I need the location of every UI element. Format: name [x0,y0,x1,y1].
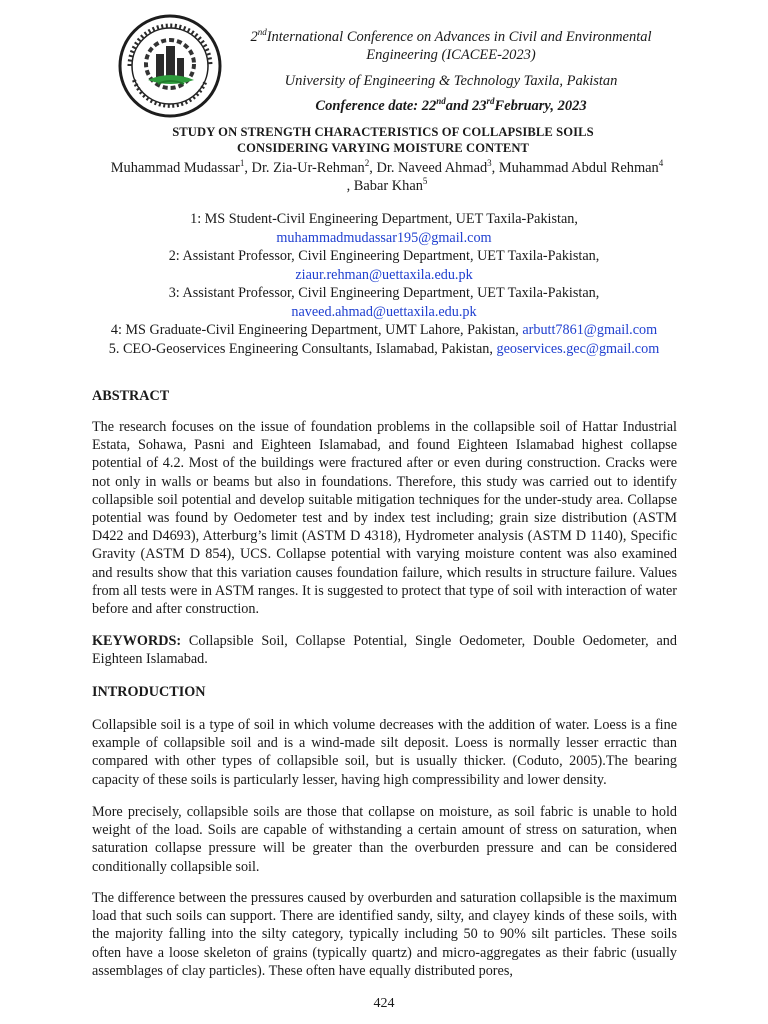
affiliation-text: 2: Assistant Professor, Civil Engineering Department, UET Taxila-Pakistan, [168,248,600,264]
author-sup: 4 [658,158,664,169]
affiliation-text: 5. CEO-Geoservices Engineering Consultants, Islamabad, Pakistan, [108,340,493,357]
author-sep: , [491,160,499,176]
date-mid: and 23 [445,98,487,114]
conference-logo [118,14,222,118]
intro-paragraph-3: The difference between the pressures caused by overburden and saturation collapsible is the maximum load that such soils can support. There are identified sandy, silty, and clayey kinds of these soils, with the majority falling into the silty category, typically including 50 to 90% silt particles. These soils often have a loose skeleton of grains (typically quartz) and micro-aggregates as their fabric (usually assemblages of clay particles). These often have equally distributed pores, [92,890,677,979]
author-sep: , [369,160,377,176]
intro-paragraph-2: More precisely, collapsible soils are those that collapse on moisture, as soil fabric is unable to hold weight of the load. Soils are capable of withstanding a certain amount of stress on saturation, when saturation collapse pressure will be greater than the overburden pressure and can be considered conditionally collapsible soil. [92,804,677,875]
title-line2: CONSIDERING VARYING MOISTURE CONTENT [236,141,530,155]
author-name: Dr. Zia-Ur-Rehman [251,160,365,176]
affiliation-email-link[interactable]: arbutt7861@gmail.com [522,322,658,338]
date-sup2: rd [486,96,495,107]
keywords-paragraph [92,632,677,668]
affiliation-list [84,210,684,358]
date-prefix: Conference date: 22 [315,98,437,114]
conference-ordinal-sup: nd [257,27,267,38]
title-line1: STUDY ON STRENGTH CHARACTERISTICS OF COLLAPSIBLE SOILS [172,125,594,139]
conference-line1: International Conference on Advances in Civil and Environmental [266,29,652,45]
affiliation-email-link[interactable]: muhammadmudassar195@gmail.com [276,229,492,246]
affiliation-email-link[interactable]: naveed.ahmad@uettaxila.edu.pk [291,303,477,320]
date-suffix: February, 2023 [494,98,587,114]
author-sup: 2 [364,158,370,169]
conference-date [226,97,676,115]
affiliation-email-link[interactable]: ziaur.rehman@uettaxila.edu.pk [295,266,473,283]
author-name: Dr. Naveed Ahmad [376,160,488,176]
page-number: 424 [373,996,395,1011]
intro-paragraph-1: Collapsible soil is a type of soil in which volume decreases with the addition of water. Loess is a fine example of collapsible soil and is a wind-made silt deposit. Loess is normally lesser erractic than compared with other types of collapsible soil, but is usually thicker. (Coduto, 2005).The bearing capacity of these soils is particularly lesser, having high compressibility and lower density. [92,717,677,788]
author-sup: 3 [487,158,492,169]
affiliation-text: 4: MS Graduate-Civil Engineering Department, UMT Lahore, Pakistan, [110,322,519,338]
conference-line2: Engineering (ICACEE-2023) [366,47,536,63]
paper-title [92,124,674,156]
author-name: Muhammad Mudassar [110,160,240,176]
affiliation-text: 1: MS Student-Civil Engineering Department, UET Taxila-Pakistan, [190,211,578,227]
author-list [92,159,682,195]
date-sup1: nd [436,96,446,107]
author-sup: 5 [422,176,428,187]
conference-name [226,28,676,64]
author-name: Muhammad Abdul Rehman [498,160,659,176]
author-sep: , [244,160,252,176]
author-name: , Babar Khan [346,178,423,194]
author-sup: 1 [239,158,245,169]
introduction-heading: INTRODUCTION [92,684,206,700]
affiliation-email-link[interactable]: geoservices.gec@gmail.com [496,340,660,357]
abstract-heading: ABSTRACT [92,388,170,404]
keywords-text: Collapsible Soil, Collapse Potential, Single Oedometer, Double Oedometer, and Eighteen Islamabad. [92,633,677,668]
conference-ordinal: 2 [250,29,258,45]
abstract-body: The research focuses on the issue of foundation problems in the collapsible soil of Hattar Industrial Estata, Sohawa, Pasni and Eighteen Islamabad, and found Eighteen Islamabad highest collapse potential of 4.2. Most of the buildings were fractured after or even during construction. Cracks were not only in walls or beams but also in foundations. Therefore, this study was carried out to identify collapsible soil potential and develop suitable mitigation techniques for the under-study area. Collapse potential was found by Oedometer test and by index test including; grain size distribution (ASTM D422 and D4693), Atterburg’s limit (ASTM D 4318), Hydrometer analysis (ASTM D 1140), Specific Gravity (ASTM D 854), UCS. Collapse potential with varying moisture content was also examined and results show that this variation causes foundation failure, which results in structure failure. Values from all tests were in ASTM ranges. It is suggested to protect that type of soil with interaction of water before and after construction. [92,419,677,618]
keywords-label: KEYWORDS: [92,633,182,649]
affiliation-text: 3: Assistant Professor, Civil Engineering Department, UET Taxila-Pakistan, [168,285,600,301]
university-name: University of Engineering & Technology Taxila, Pakistan [284,73,618,89]
